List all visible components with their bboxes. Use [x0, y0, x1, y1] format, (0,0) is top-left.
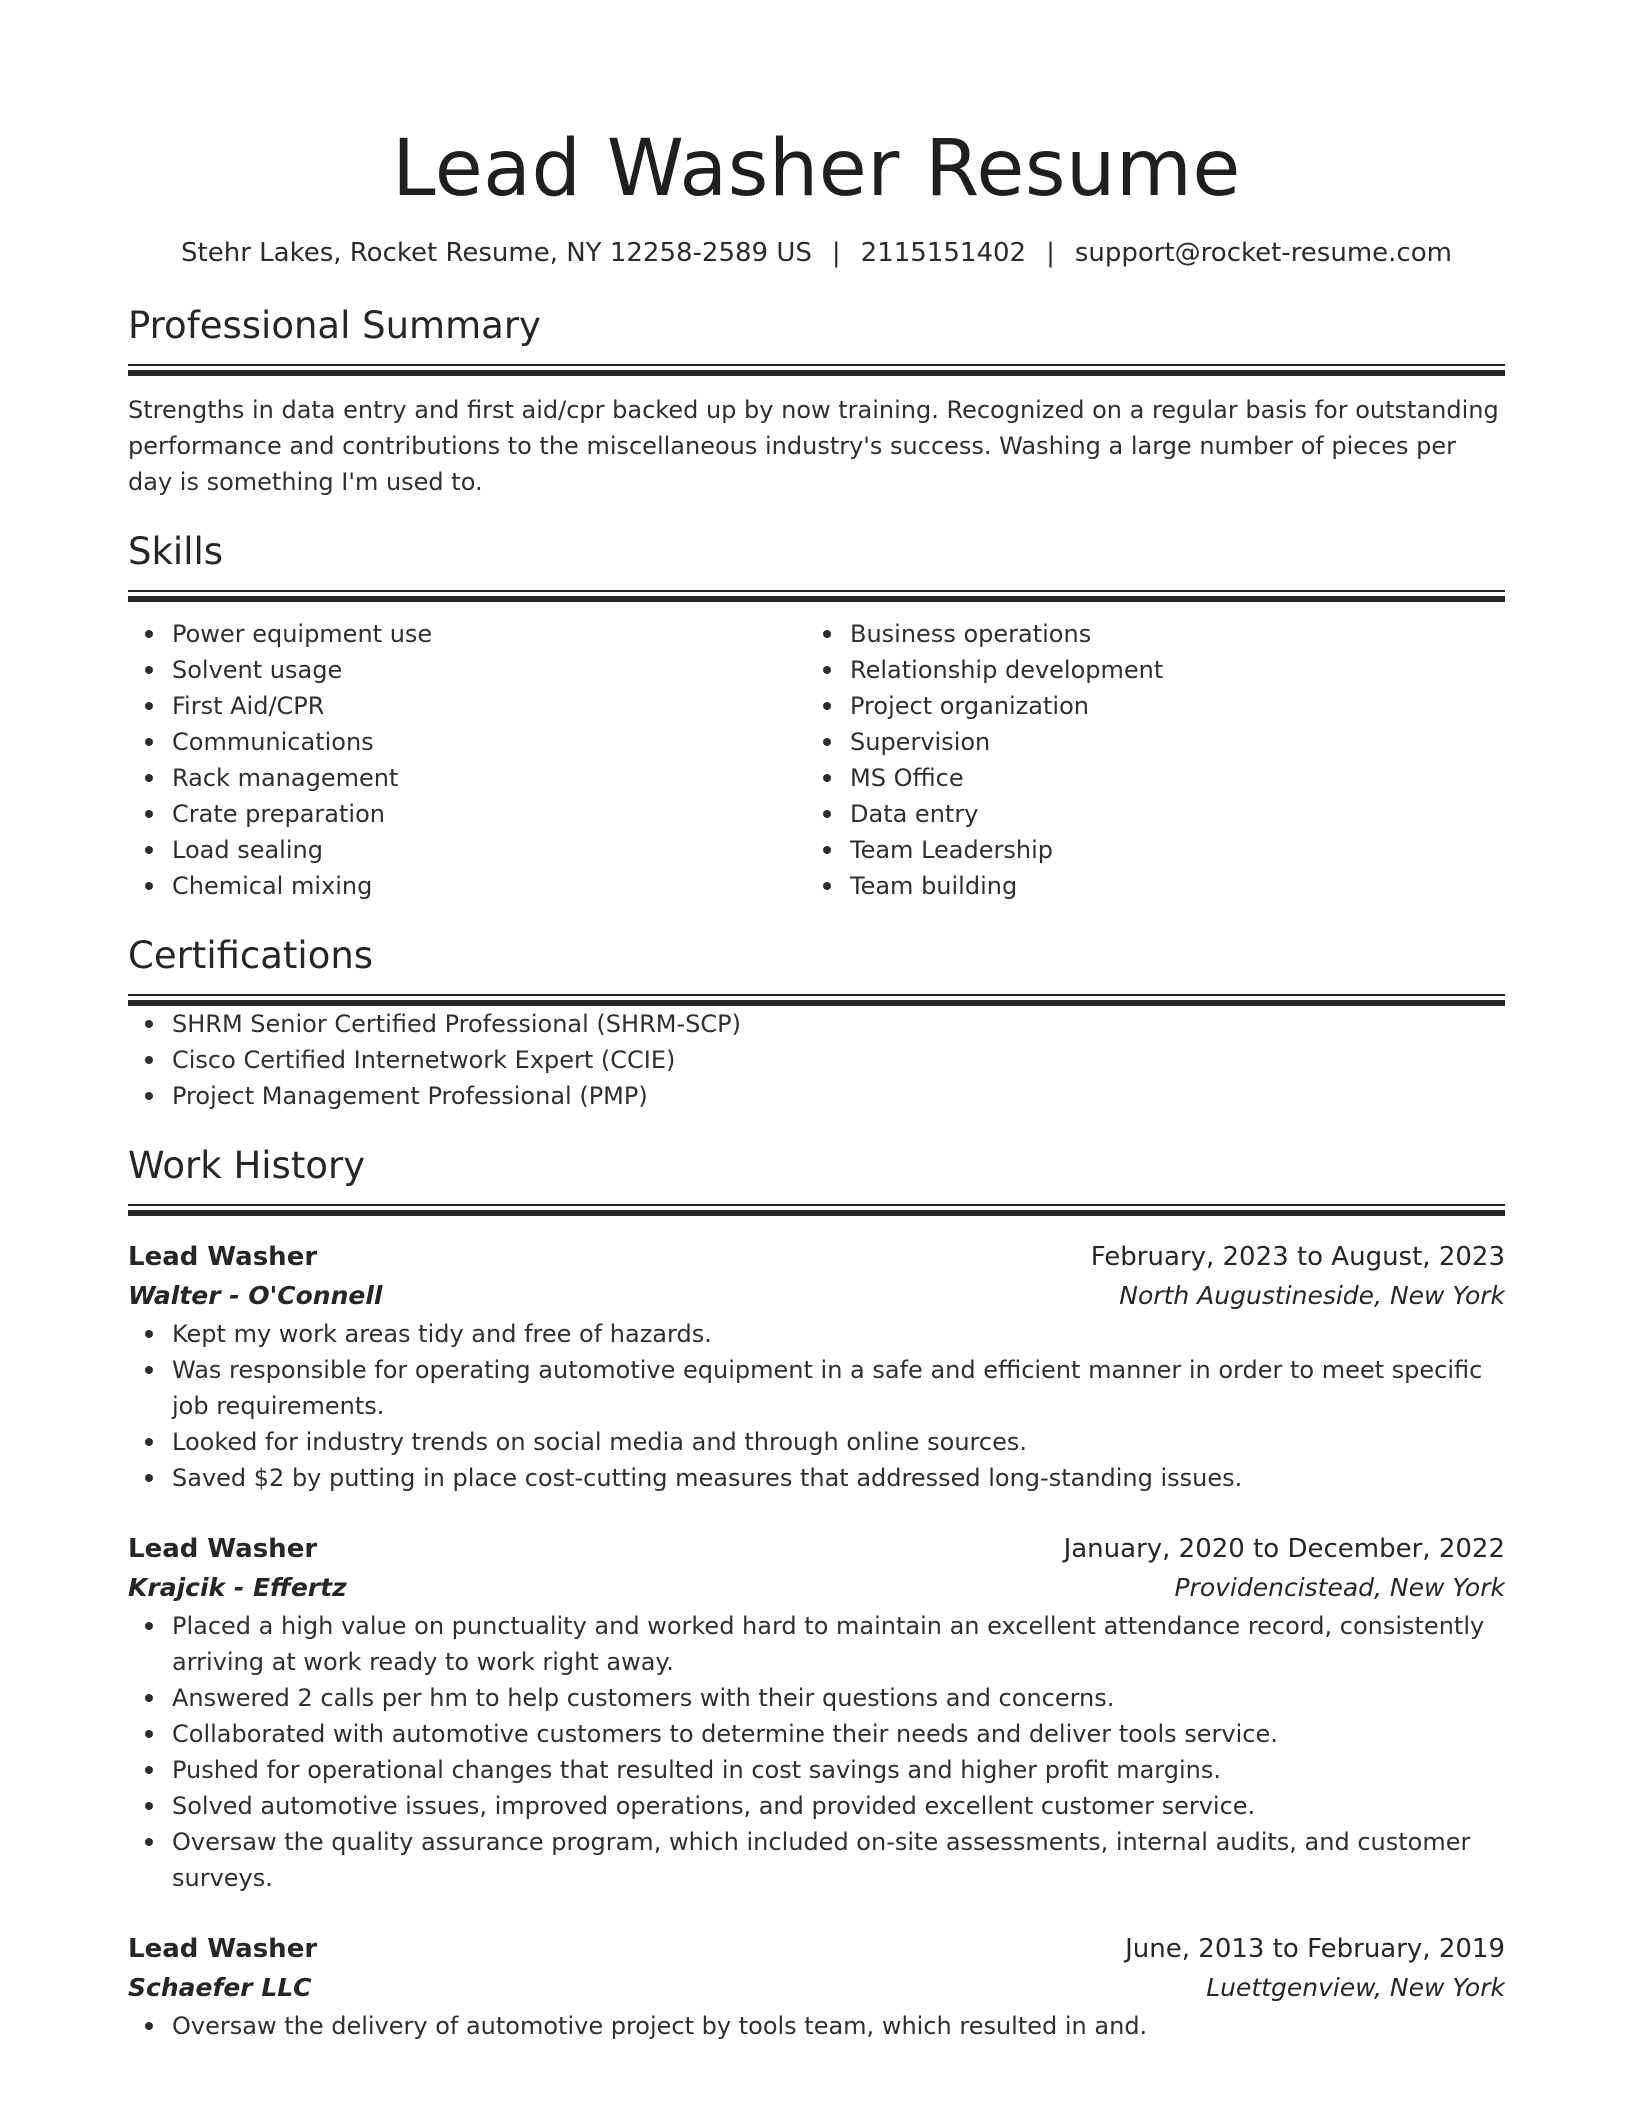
job-title: Lead Washer — [128, 1242, 318, 1272]
job-company-row — [128, 1968, 1505, 2008]
job-dates: February, 2023 to August, 2023 — [1090, 1242, 1505, 1272]
job-company: Walter - O'Connell — [128, 1281, 383, 1310]
job-duty: Was responsible for operating automotive equipment in a safe and efficient manner in order to meet specific job requirements. — [172, 1352, 1505, 1424]
section-heading-work-history: Work History — [128, 1144, 366, 1187]
skill-item: First Aid/CPR — [172, 688, 806, 724]
skill-item: Solvent usage — [172, 652, 806, 688]
section-heading-skills: Skills — [128, 530, 224, 573]
skill-item: Project organization — [850, 688, 1484, 724]
skills-list-left — [128, 616, 806, 904]
job-header-row — [128, 1238, 1505, 1276]
job-duty: Looked for industry trends on social media and through online sources. — [172, 1424, 1505, 1460]
section-heading-summary: Professional Summary — [128, 304, 541, 347]
skill-item: Supervision — [850, 724, 1484, 760]
job-location: Providencistead, New York — [1174, 1573, 1505, 1602]
resume-title: Lead Washer Resume — [392, 124, 1241, 214]
job-company-row — [128, 1276, 1505, 1316]
skill-item: MS Office — [850, 760, 1484, 796]
skill-item: Load sealing — [172, 832, 806, 868]
job-duty: Oversaw the delivery of automotive project by tools team, which resulted in and. — [172, 2008, 1505, 2044]
job-duty: Saved $2 by putting in place cost-cutting measures that addressed long-standing issues. — [172, 1460, 1505, 1496]
job-duty: Oversaw the quality assurance program, which included on-site assessments, internal audits, and customer surveys. — [172, 1824, 1505, 1896]
job-duty: Collaborated with automotive customers to determine their needs and deliver tools service. — [172, 1716, 1505, 1752]
job-location: North Augustineside, New York — [1119, 1281, 1505, 1310]
skill-item: Crate preparation — [172, 796, 806, 832]
skill-item: Communications — [172, 724, 806, 760]
job-header-row — [128, 1530, 1505, 1568]
contact-separator: | — [1046, 238, 1055, 268]
job-entry — [128, 1530, 1505, 1896]
certification-item: Project Management Professional (PMP) — [172, 1078, 1505, 1114]
skill-item: Relationship development — [850, 652, 1484, 688]
job-duties-list — [128, 1608, 1505, 1896]
skills-grid — [128, 616, 1505, 904]
job-duty: Pushed for operational changes that resulted in cost savings and higher profit margins. — [172, 1752, 1505, 1788]
skill-item: Team building — [850, 868, 1484, 904]
contact-email: support@rocket-resume.com — [1074, 238, 1452, 268]
job-title: Lead Washer — [128, 1534, 318, 1564]
job-duty: Answered 2 calls per hm to help customers with their questions and concerns. — [172, 1680, 1505, 1716]
job-duty: Solved automotive issues, improved operations, and provided excellent customer service. — [172, 1788, 1505, 1824]
contact-phone: 2115151402 — [860, 238, 1027, 268]
job-dates: January, 2020 to December, 2022 — [1063, 1534, 1505, 1564]
job-header-row — [128, 1930, 1505, 1968]
job-company: Krajcik - Effertz — [128, 1573, 347, 1602]
job-duties-list — [128, 1316, 1505, 1496]
job-title: Lead Washer — [128, 1934, 318, 1964]
skills-list-right — [806, 616, 1484, 904]
section-divider — [128, 1204, 1505, 1216]
summary-text: Strengths in data entry and first aid/cpr backed up by now training. Recognized on a regular basis for outstanding performance and contributions to the miscellaneous industry's success. Washing a large number of pieces per day is something I'm used to. — [128, 396, 1499, 496]
section-divider — [128, 364, 1505, 376]
job-duty: Placed a high value on punctuality and worked hard to maintain an excellent attendance record, consistently arriving at work ready to work right away. — [172, 1608, 1505, 1680]
skill-item: Team Leadership — [850, 832, 1484, 868]
section-divider — [128, 590, 1505, 602]
contact-separator: | — [831, 238, 841, 268]
skill-item: Power equipment use — [172, 616, 806, 652]
job-location: Luettgenview, New York — [1206, 1973, 1505, 2002]
skill-item: Rack management — [172, 760, 806, 796]
job-duties-list — [128, 2008, 1505, 2044]
job-dates: June, 2013 to February, 2019 — [1125, 1934, 1505, 1964]
job-company-row — [128, 1568, 1505, 1608]
certification-item: Cisco Certified Internetwork Expert (CCIE) — [172, 1042, 1505, 1078]
section-divider — [128, 994, 1505, 1006]
certifications-list — [128, 1006, 1505, 1114]
skills-column-left — [128, 616, 806, 904]
certification-item: SHRM Senior Certified Professional (SHRM-SCP) — [172, 1006, 1505, 1042]
skill-item: Data entry — [850, 796, 1484, 832]
job-company: Schaefer LLC — [128, 1973, 312, 2002]
skill-item: Business operations — [850, 616, 1484, 652]
section-heading-certifications: Certifications — [128, 934, 374, 977]
job-duty: Kept my work areas tidy and free of hazards. — [172, 1316, 1505, 1352]
contact-line — [128, 236, 1505, 270]
job-entry — [128, 1930, 1505, 2044]
job-entry — [128, 1238, 1505, 1496]
contact-address: Stehr Lakes, Rocket Resume, NY 12258-2589 US — [181, 238, 812, 268]
skill-item: Chemical mixing — [172, 868, 806, 904]
skills-column-right — [806, 616, 1484, 904]
